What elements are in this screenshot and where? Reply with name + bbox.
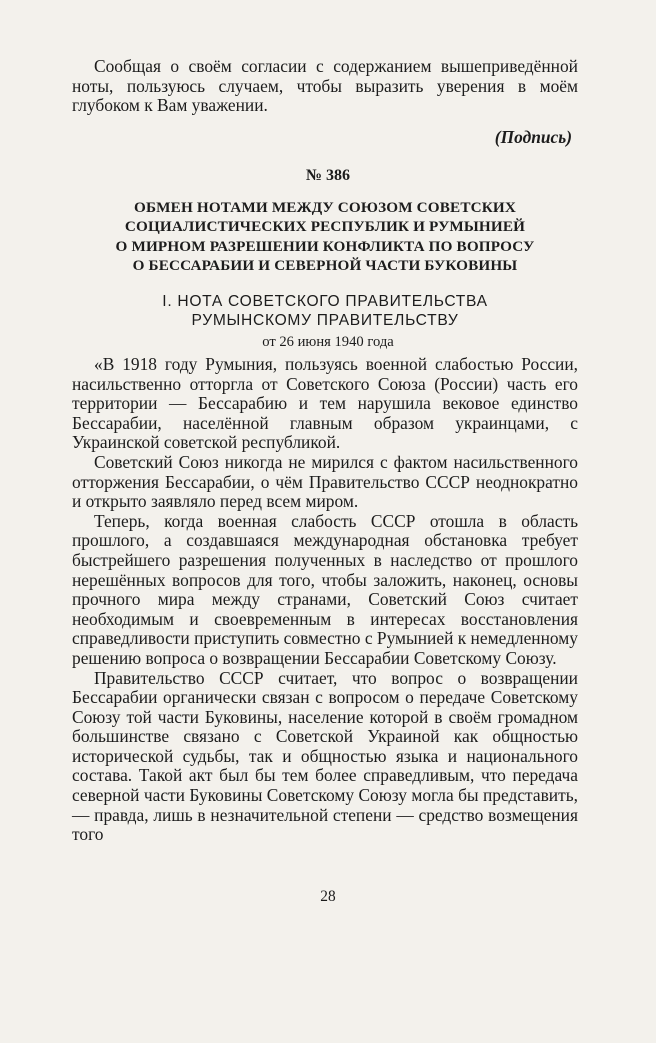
- page-number: 28: [320, 888, 336, 905]
- body-paragraph: Теперь, когда военная слабость СССР отошла в область прошлого, а создавшаяся международная обстановка требует быстрейшего разрешения полученных в наследство от прошлого нерешённых вопросов для того, чтобы заложить, наконец, основы прочного мира между странами, Советский Союз считает необходимым и своевременным в интересах восстановления справедливости приступить совместно с Румынией к немедленному решению вопроса о возвращении Бессарабии Советскому Союзу.: [72, 510, 578, 668]
- heading-line: О БЕССАРАБИИ И СЕВЕРНОЙ ЧАСТИ БУКОВИНЫ: [132, 257, 518, 275]
- intro-paragraph: [72, 57, 578, 116]
- note-date: от 26 июня 1940 года: [262, 334, 394, 350]
- heading-line: О МИРНОМ РАЗРЕШЕНИИ КОНФЛИКТА ПО ВОПРОСУ: [115, 237, 535, 255]
- body-paragraph: Правительство СССР считает, что вопрос о возвращении Бессарабии органически связан с вопросом о передаче Советскому Союзу той части Буковины, население которой в своём громадном большинстве связано с Советской Украиной как общностью исторической судьбы, так и общностью языка и национального состава. Такой акт был бы тем более справедливым, что передача северной части Буковины Советскому Союзу могла бы представить, — правда, лишь в незначительной степени — средство возмещения того: [72, 667, 578, 845]
- subheading-line: РУМЫНСКОМУ ПРАВИТЕЛЬСТВУ: [191, 312, 459, 329]
- note-body: [72, 355, 578, 845]
- document-number: № 386: [305, 167, 351, 184]
- body-paragraph: «В 1918 году Румыния, пользуясь военной слабостью России, насильственно отторгла от Советского Союза (России) часть его территории — Бессарабию и тем нарушила вековое единство Бессарабии, населённой главным образом украинцами, с Украинской советской республикой.: [72, 354, 578, 453]
- subheading-line: I. НОТА СОВЕТСКОГО ПРАВИТЕЛЬСТВА: [162, 293, 488, 310]
- document-heading: [72, 198, 578, 276]
- signature-placeholder: (Подпись): [494, 127, 572, 147]
- intro-text: Сообщая о своём согласии с содержанием вышеприведённой ноты, пользуюсь случаем, чтобы выразить уверения в моём глубоком к Вам уважении.: [72, 56, 578, 116]
- heading-line: СОЦИАЛИСТИЧЕСКИХ РЕСПУБЛИК И РУМЫНИЕЙ: [124, 218, 526, 236]
- heading-line: ОБМЕН НОТАМИ МЕЖДУ СОЮЗОМ СОВЕТСКИХ: [134, 199, 516, 216]
- note-subheading: [72, 292, 578, 330]
- body-paragraph: Советский Союз никогда не мирился с фактом насильственного отторжения Бессарабии, о чём Правительство СССР неоднократно и открыто заявляло перед всем миром.: [72, 451, 578, 512]
